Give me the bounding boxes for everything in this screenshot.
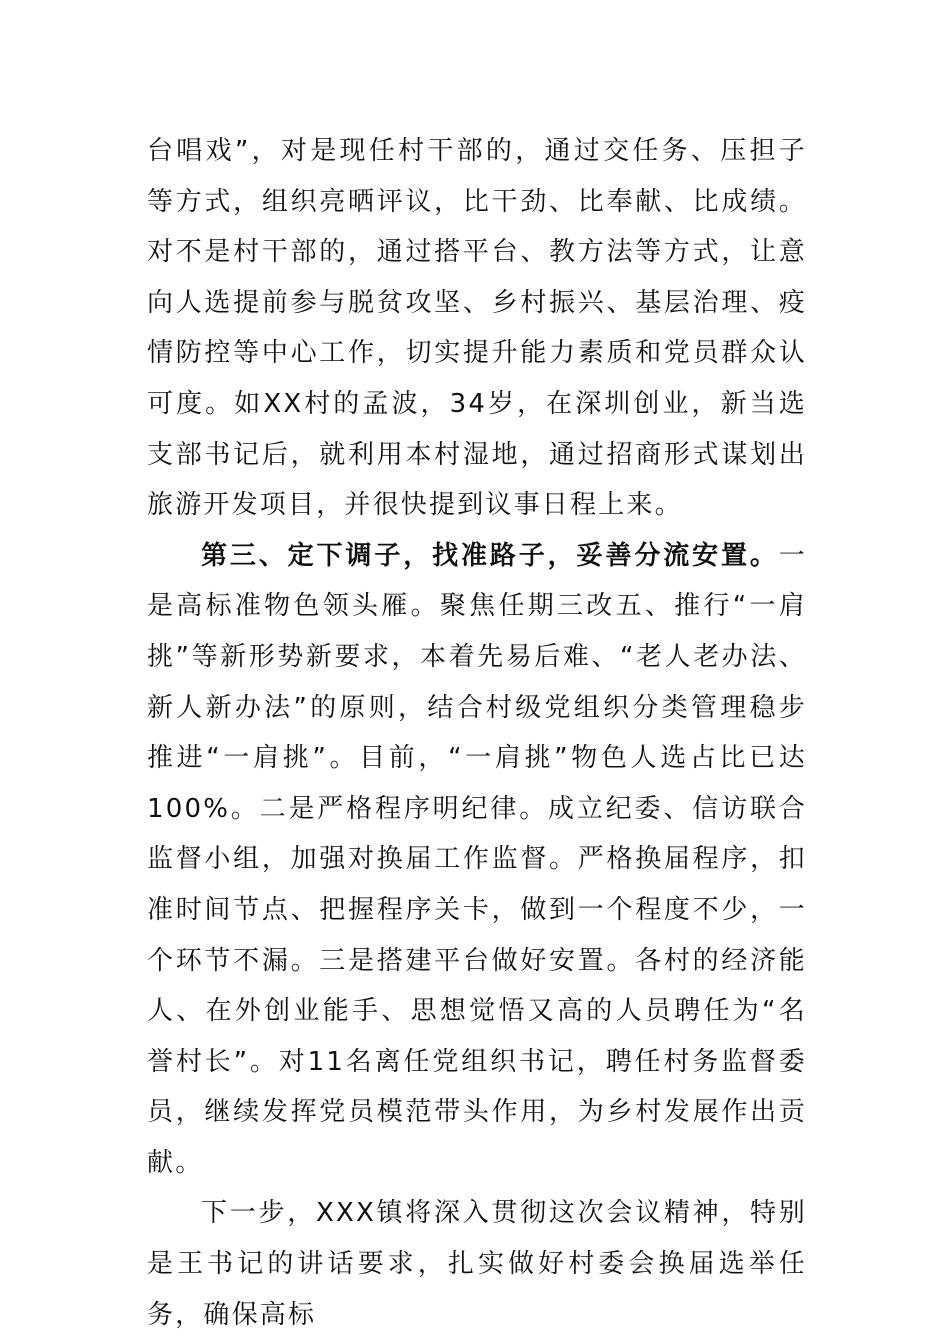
paragraph-next-steps xyxy=(147,1188,807,1340)
paragraph-heading: 第三、定下调子，找准路子，妥善分流安置。 xyxy=(201,540,779,571)
paragraph-text: 一是高标准物色领头雁。聚焦任期三改五、推行“一肩挑”等新形势新要求，本着先易后难、“老人老办法、新人新办法”的原则，结合村级党组织分类管理稳步推进“一肩挑”。目前，“一肩挑”物色人选占比已达100%。二是严格程序明纪律。成立纪委、信访联合监督小组，加强对换届工作监督。严格换届程序，扣准时间节点、把握程序关卡，做到一个程度不少，一个环节不漏。三是搭建平台做好安置。各村的经济能人、在外创业能手、思想觉悟又高的人员聘任为“名誉村长”。对11名离任党组织书记，聘任村务监督委员，继续发挥党员模范带头作用，为乡村发展作出贡献。 xyxy=(147,540,807,1178)
paragraph-text: 台唱戏”，对是现任村干部的，通过交任务、压担子等方式，组织亮晒评议，比干劲、比奉献、比成绩。对不是村干部的，通过搭平台、教方法等方式，让意向人选提前参与脱贫攻坚、乡村振兴、基层治理、疫情防控等中心工作，切实提升能力素质和党员群众认可度。如XX村的孟波，34岁，在深圳创业，新当选支部书记后，就利用本村湿地，通过招商形式谋划出旅游开发项目，并很快提到议事日程上来。 xyxy=(147,136,807,521)
document-body xyxy=(147,126,807,1340)
paragraph-text: 下一步，XXX镇将深入贯彻这次会议精神，特别是王书记的讲话要求，扎实做好村委会换届选举任务，确保高标 xyxy=(147,1198,807,1330)
paragraph-continuation xyxy=(147,126,807,531)
paragraph-section-three xyxy=(147,531,807,1189)
